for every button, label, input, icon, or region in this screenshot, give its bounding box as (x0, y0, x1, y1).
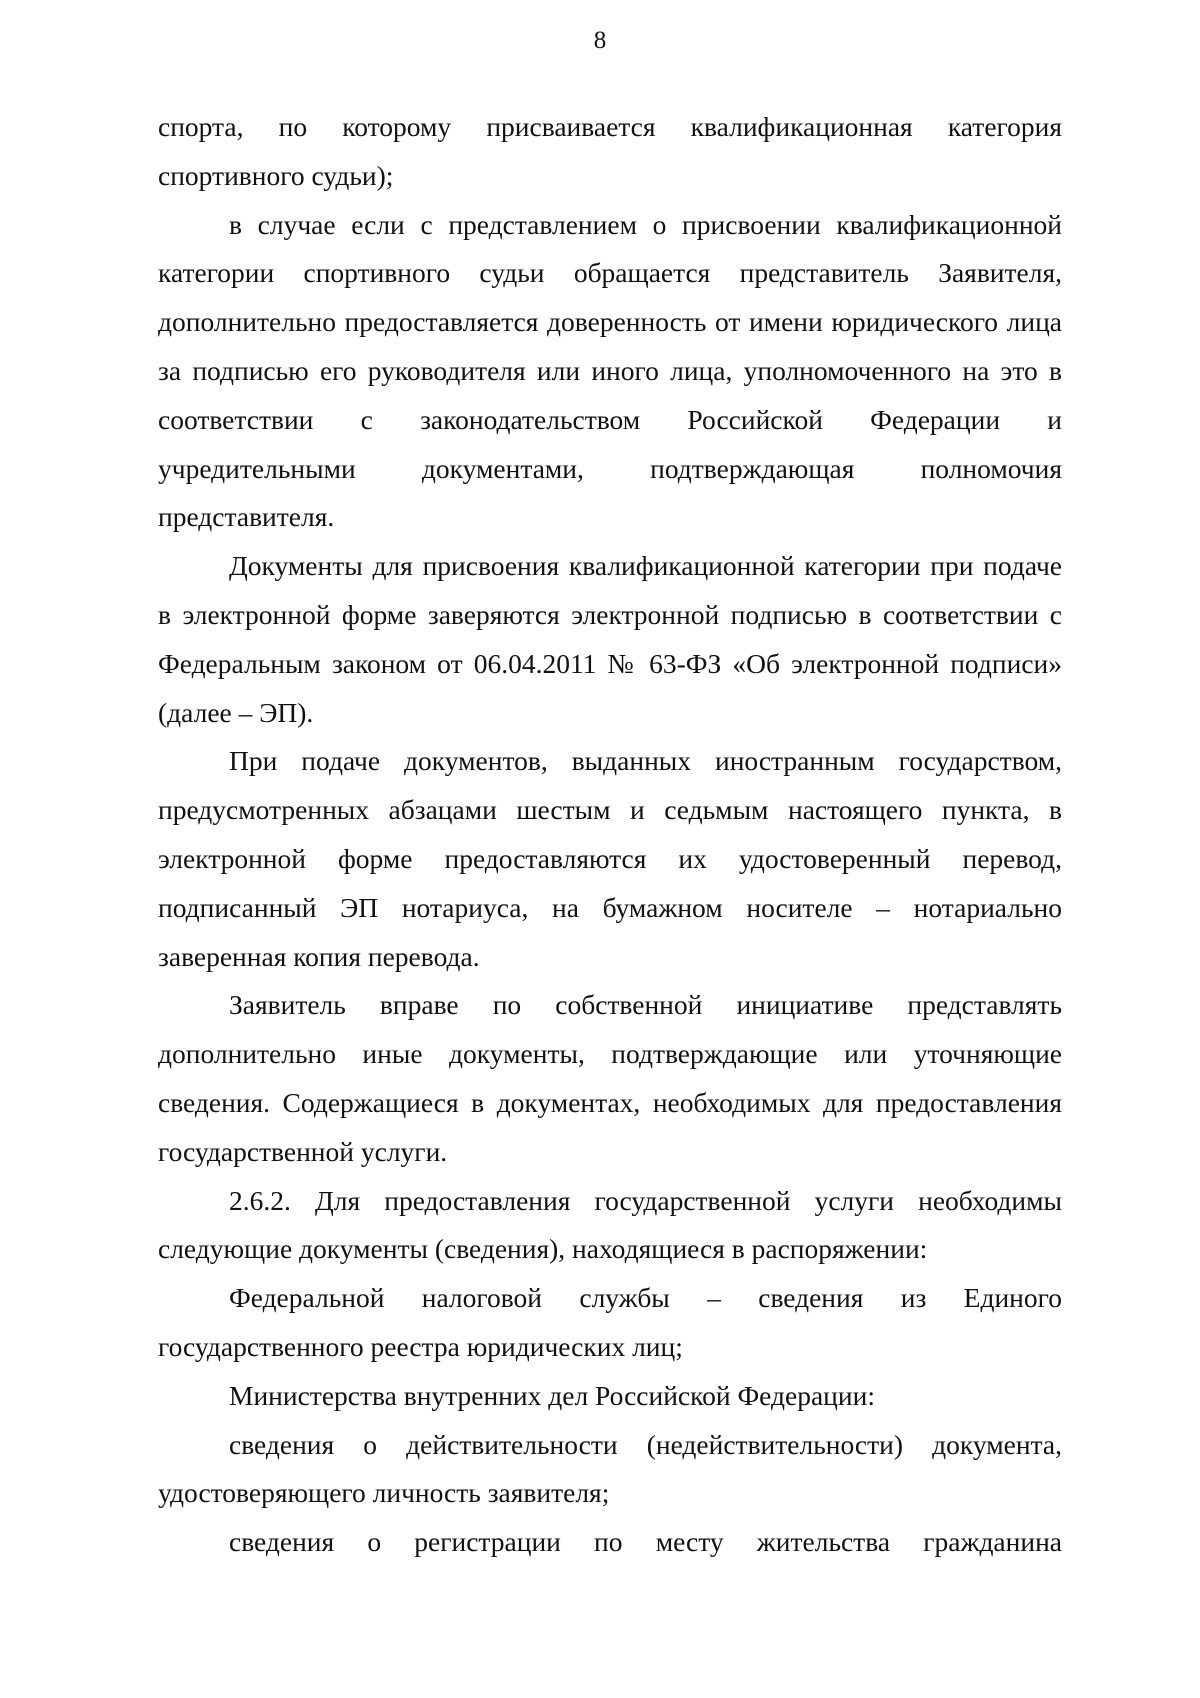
paragraph-representative-power-of-attorney: в случае если с представлением о присвоении квалификационной категории спортивного судьи обращается представитель Заявителя, дополнительно предоставляется доверенность от имени юридического лица за подписью его руководителя или иного лица, уполномоченного на это в соответствии с законодательством Российской Федерации и учредительными документами, подтверждающая полномочия представителя. (158, 208, 1062, 533)
document-body (158, 103, 1062, 1567)
paragraph-foreign-documents: При подаче документов, выданных иностранным государством, предусмотренных абзацами шестым и седьмым настоящего пункта, в электронной форме предоставляются их удостоверенный перевод, подписанный ЭП нотариуса, на бумажном носителе – нотариально заверенная копия перевода. (158, 745, 1062, 972)
paragraph-document-validity: сведения о действительности (недействительности) документа, удостоверяющего личность заявителя; (158, 1428, 1062, 1509)
paragraph-electronic-signature: Документы для присвоения квалификационной категории при подаче в электронной форме заверяются электронной подписью в соответствии с Федеральным законом от 06.04.2011 № 63-ФЗ «Об электронной подписи» (далее – ЭП). (158, 550, 1062, 728)
paragraph-sport-continuation: спорта, по которому присваивается квалификационная категория спортивного судьи); (158, 111, 1062, 191)
paragraph-federal-tax-service: Федеральной налоговой службы – сведения из Единого государственного реестра юридических лиц; (158, 1282, 1062, 1362)
paragraph-ministry-internal-affairs: Министерства внутренних дел Российской Федерации: (229, 1379, 875, 1411)
paragraph-registration-info: сведения о регистрации по месту жительства гражданина (229, 1526, 1062, 1558)
paragraph-applicant-additional-documents: Заявитель вправе по собственной инициативе представлять дополнительно иные документы, подтверждающие или уточняющие сведения. Содержащиеся в документах, необходимых для предоставления государственной услуги. (158, 989, 1062, 1167)
paragraph-section-2-6-2: 2.6.2. Для предоставления государственной услуги необходимы следующие документы (сведения), находящиеся в распоряжении: (158, 1184, 1062, 1265)
page-number: 8 (593, 27, 607, 54)
